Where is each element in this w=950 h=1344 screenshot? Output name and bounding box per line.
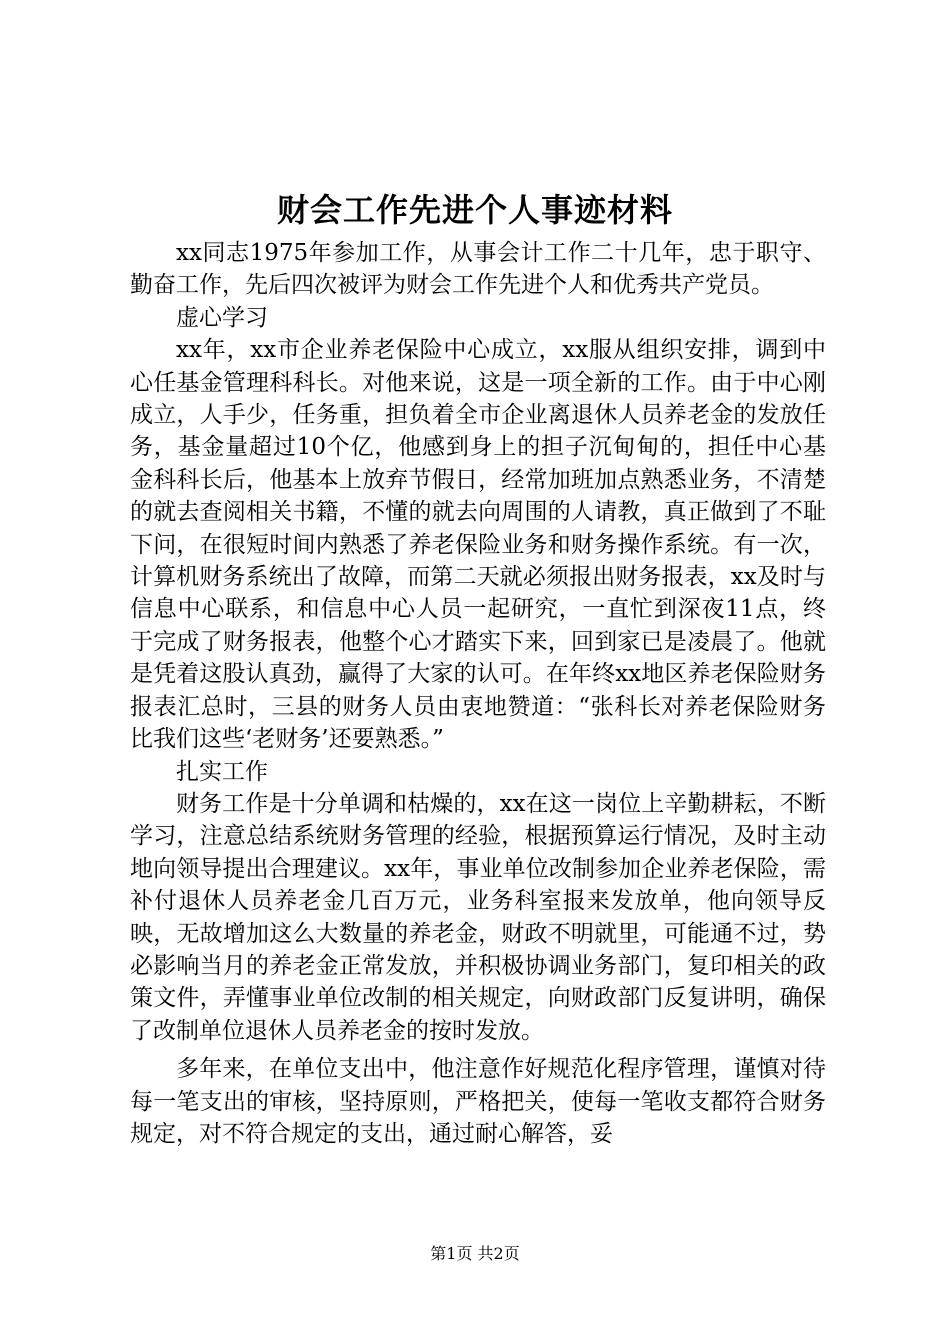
section-heading-study: 虚心学习 [176, 304, 268, 331]
section-heading-work: 扎实工作 [176, 758, 268, 785]
paragraph-work: 财务工作是十分单调和枯燥的，xx在这一岗位上辛勤耕耘，不断学习，注意总结系统财务管理的经验，根据预算运行情况，及时主动地向领导提出合理建议。xx年，事业单位改制参加企业养老保险，需补付退休人员养老金几百万元，业务科室报来发放单，他向领导反映，无故增加这么大数量的养老金，财政不明就里，可能通不过，势必影响当月的养老金正常发放，并积极协调业务部门，复印相关的政策文件，弄懂事业单位改制的相关规定，向财政部门反复讲明，确保了改制单位退休人员养老金的按时发放。 [130, 790, 826, 1044]
paragraph-expenditure: 多年来，在单位支出中，他注意作好规范化程序管理，谨慎对待每一笔支出的审核，坚持原则，严格把关，使每一笔收支都符合财务规定，对不符合规定的支出，通过耐心解答，妥 [130, 1056, 826, 1147]
paragraph-study: xx年，xx市企业养老保险中心成立，xx服从组织安排，调到中心任基金管理科科长。对他来说，这是一项全新的工作。由于中心刚成立，人手少，任务重，担负着全市企业离退休人员养老金的发放任务，基金量超过10个亿，他感到身上的担子沉甸甸的，担任中心基金科科长后，他基本上放弃节假日，经常加班加点熟悉业务，不清楚的就去查阅相关书籍，不懂的就去向周围的人请教，真正做到了不耻下问，在很短时间内熟悉了养老保险业务和财务操作系统。有一次，计算机财务系统出了故障，而第二天就必须报出财务报表，xx及时与信息中心联系，和信息中心人员一起研究，一直忙到深夜11点，终于完成了财务报表，他整个心才踏实下来，回到家已是凌晨了。他就是凭着这股认真劲，赢得了大家的认可。在年终xx地区养老保险财务报表汇总时，三县的财务人员由衷地赞道：“张科长对养老保险财务比我们这些‘老财务’还要熟悉。” [130, 337, 826, 753]
document-title: 财会工作先进个人事迹材料 [276, 191, 673, 229]
page-footer: 第1页 共2页 [430, 1244, 520, 1263]
document-body [130, 237, 826, 1150]
paragraph-intro: xx同志1975年参加工作，从事会计工作二十几年，忠于职守、勤奋工作，先后四次被评为财会工作先进个人和优秀共产党员。 [130, 240, 826, 299]
